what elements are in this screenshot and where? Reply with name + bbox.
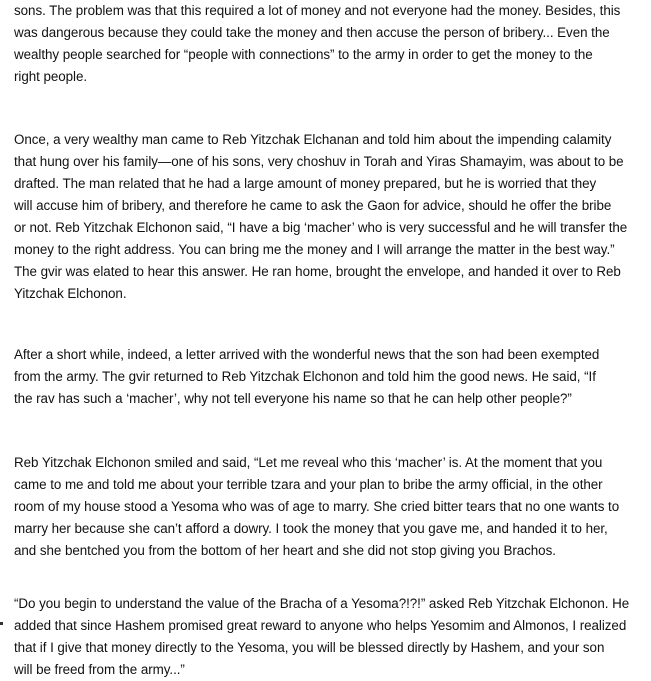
scan-edge-mark [0, 622, 3, 625]
text-line: that hung over his family—one of his sons, very choshuv in Torah and Yiras Shamayim, was about to be [14, 154, 624, 169]
text-line: was dangerous because they could take the money and then accuse the person of bribery... Even the [14, 25, 610, 40]
text-line: and she bentched you from the bottom of her heart and she did not stop giving you Brachos. [14, 543, 556, 558]
text-line: or not. Reb Yitzchak Elchonon said, “I have a big ‘macher’ who is very successful and he will transfer the [14, 220, 628, 235]
text-line: right people. [14, 69, 88, 84]
text-line: Yitzchak Elchonon. [14, 286, 127, 301]
paragraph-3 [14, 344, 646, 410]
paragraph-2 [14, 129, 646, 305]
text-line: After a short while, indeed, a letter arrived with the wonderful news that the son had been exempted [14, 347, 600, 362]
text-line: sons. The problem was that this required a lot of money and not everyone had the money. Besides, this [14, 3, 621, 18]
paragraph-1 [14, 0, 646, 88]
text-line: the rav has such a ‘macher’, why not tell everyone his name so that he can help other people?” [14, 391, 572, 406]
text-line: Once, a very wealthy man came to Reb Yitzchak Elchanan and told him about the impending calamity [14, 132, 612, 147]
text-line: came to me and told me about your terrible tzara and your plan to bribe the army official, in the other [14, 477, 603, 492]
text-line: will accuse him of bribery, and therefore he came to ask the Gaon for advice, should he offer the bribe [14, 198, 612, 213]
text-line: wealthy people searched for “people with connections” to the army in order to get the money to the [14, 47, 593, 62]
text-line: drafted. The man related that he had a large amount of money prepared, but he is worried that they [14, 176, 597, 191]
text-line: room of my house stood a Yesoma who was of age to marry. She cried bitter tears that no one wants to [14, 499, 620, 514]
paragraph-5 [14, 593, 646, 681]
text-line: will be freed from the army...” [14, 662, 185, 677]
text-line: from the army. The gvir returned to Reb Yitzchak Elchonon and told him the good news. He said, “If [14, 369, 596, 384]
text-line: money to the right address. You can bring me the money and I will arrange the matter in the best way.” [14, 242, 615, 257]
text-line: Reb Yitzchak Elchonon smiled and said, “Let me reveal who this ‘macher’ is. At the moment that you [14, 455, 603, 470]
text-line: that if I give that money directly to the Yesoma, you will be blessed directly by Hashem, and your son [14, 640, 605, 655]
text-line: marry her because she can’t afford a dowry. I took the money that you gave me, and handed it to her, [14, 521, 608, 536]
text-line: The gvir was elated to hear this answer. He ran home, brought the envelope, and handed it over to Reb [14, 264, 621, 279]
paragraph-4 [14, 452, 646, 562]
text-line: “Do you begin to understand the value of the Bracha of a Yesoma?!?!” asked Reb Yitzchak Elchonon. He [14, 596, 630, 611]
text-line: added that since Hashem promised great reward to anyone who helps Yesomim and Almonos, I realized [14, 618, 627, 633]
